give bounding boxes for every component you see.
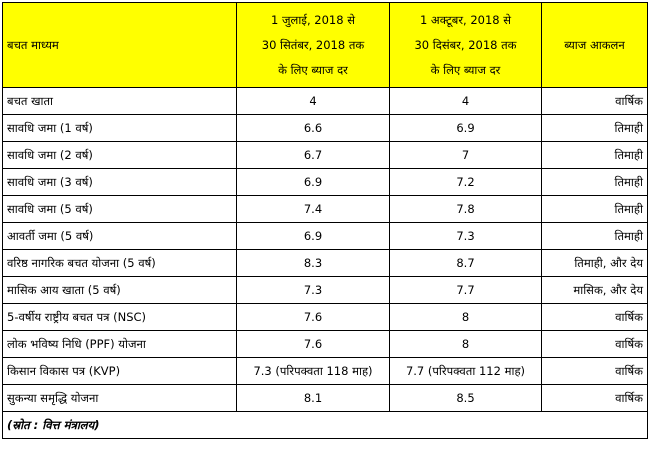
header-rate-jul-sep-line: के लिए ब्याज दर [278,62,348,77]
table-row [3,331,648,358]
scheme-cell: बचत खाता [3,88,237,115]
header-rate-oct-dec-line: के लिए ब्याज दर [430,62,501,77]
rate-oct-dec-cell: 8 [390,304,542,331]
scheme-cell: सुकन्या समृद्धि योजना [3,385,237,412]
rate-oct-dec-cell: 7.3 [390,223,542,250]
rate-oct-dec-cell: 4 [390,88,542,115]
compounding-cell: वार्षिक [542,331,648,358]
rate-oct-dec-cell: 8.7 [390,250,542,277]
rate-jul-sep-cell: 7.3 (परिपक्वता 118 माह) [237,358,390,385]
scheme-cell: सावधि जमा (1 वर्ष) [3,115,237,142]
compounding-cell: मासिक, और देय [542,277,648,304]
compounding-cell: तिमाही [542,115,648,142]
header-scheme: बचत माध्यम [3,3,237,88]
table-row [3,142,648,169]
compounding-cell: वार्षिक [542,304,648,331]
header-rate-jul-sep [237,3,390,88]
scheme-cell: मासिक आय खाता (5 वर्ष) [3,277,237,304]
rate-jul-sep-cell: 7.3 [237,277,390,304]
table-row [3,88,648,115]
scheme-cell: 5-वर्षीय राष्ट्रीय बचत पत्र (NSC) [3,304,237,331]
table-header-row [3,3,648,88]
header-compounding: ब्याज आकलन [542,3,648,88]
source-row [3,412,648,439]
scheme-cell: सावधि जमा (2 वर्ष) [3,142,237,169]
header-rate-oct-dec [390,3,542,88]
table-row [3,277,648,304]
rate-oct-dec-cell: 8 [390,331,542,358]
compounding-cell: तिमाही [542,196,648,223]
scheme-cell: किसान विकास पत्र (KVP) [3,358,237,385]
rate-jul-sep-cell: 6.7 [237,142,390,169]
rate-jul-sep-cell: 8.3 [237,250,390,277]
rate-jul-sep-cell: 7.6 [237,304,390,331]
rate-jul-sep-cell: 7.4 [237,196,390,223]
scheme-cell: सावधि जमा (3 वर्ष) [3,169,237,196]
rate-oct-dec-cell: 7 [390,142,542,169]
table-row [3,304,648,331]
rate-oct-dec-cell: 6.9 [390,115,542,142]
compounding-cell: तिमाही [542,142,648,169]
rate-jul-sep-cell: 7.6 [237,331,390,358]
source-note: (स्रोत : वित्त मंत्रालय) [3,412,648,439]
header-rate-oct-dec-line: 30 दिसंबर, 2018 तक [414,37,517,52]
scheme-cell: वरिष्ठ नागरिक बचत योजना (5 वर्ष) [3,250,237,277]
scheme-cell: लोक भविष्य निधि (PPF) योजना [3,331,237,358]
rate-oct-dec-cell: 7.8 [390,196,542,223]
rate-oct-dec-cell: 8.5 [390,385,542,412]
rate-jul-sep-cell: 4 [237,88,390,115]
rate-oct-dec-cell: 7.7 (परिपक्वता 112 माह) [390,358,542,385]
compounding-cell: तिमाही, और देय [542,250,648,277]
table-row [3,196,648,223]
table-row [3,358,648,385]
rate-jul-sep-cell: 8.1 [237,385,390,412]
interest-rate-table [2,2,648,439]
compounding-cell: वार्षिक [542,88,648,115]
compounding-cell: तिमाही [542,223,648,250]
rate-jul-sep-cell: 6.6 [237,115,390,142]
table-row [3,250,648,277]
compounding-cell: वार्षिक [542,385,648,412]
rate-jul-sep-cell: 6.9 [237,223,390,250]
scheme-cell: आवर्ती जमा (5 वर्ष) [3,223,237,250]
table-row [3,115,648,142]
header-rate-jul-sep-line: 30 सितंबर, 2018 तक [261,37,365,52]
table-row [3,169,648,196]
rate-jul-sep-cell: 6.9 [237,169,390,196]
table-row [3,385,648,412]
scheme-cell: सावधि जमा (5 वर्ष) [3,196,237,223]
table-row [3,223,648,250]
rate-oct-dec-cell: 7.7 [390,277,542,304]
rate-oct-dec-cell: 7.2 [390,169,542,196]
header-rate-jul-sep-line: 1 जुलाई, 2018 से [271,12,355,27]
compounding-cell: वार्षिक [542,358,648,385]
header-rate-oct-dec-line: 1 अक्टूबर, 2018 से [419,12,512,27]
compounding-cell: तिमाही [542,169,648,196]
